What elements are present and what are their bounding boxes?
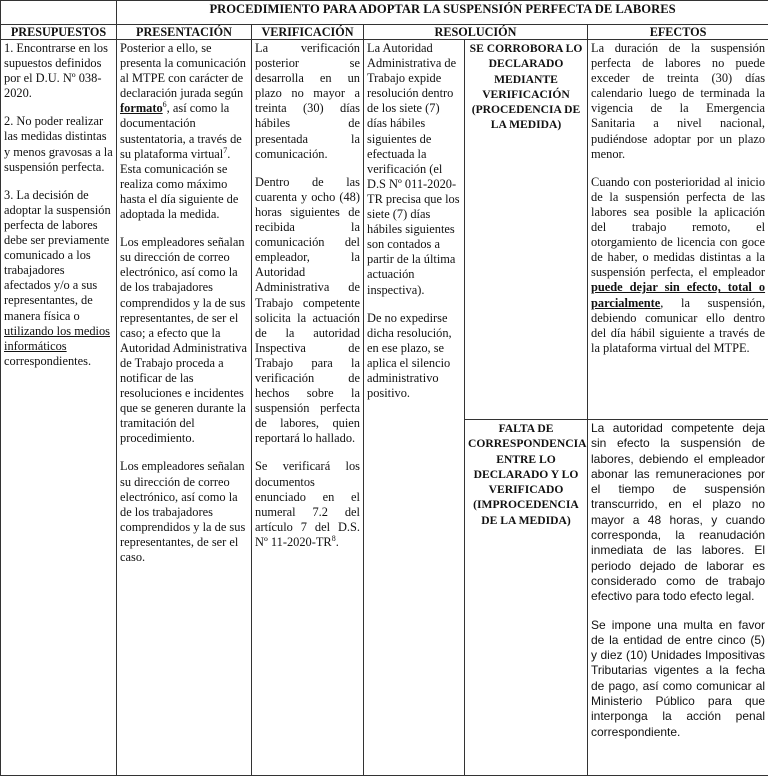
header-presentacion: PRESENTACIÓN xyxy=(117,25,252,40)
presupuestos-cell xyxy=(1,40,117,776)
efectos-procedencia-2 xyxy=(591,175,765,356)
resolucion-cell xyxy=(364,40,465,776)
verificacion-3-end: . xyxy=(335,534,339,549)
header-efectos: EFECTOS xyxy=(588,25,768,40)
presupuesto-3-end: correspondientes. xyxy=(4,353,92,368)
table-title: PROCEDIMIENTO PARA ADOPTAR LA SUSPENSIÓN PERFECTA DE LABORES xyxy=(117,1,768,25)
presupuesto-3-text: 3. La decisión de adoptar la suspensión perfecta de labores debe ser previamente comunicado a los trabajadores afectados y/o a sus representantes, de manera física o xyxy=(4,187,111,323)
presentacion-1-mid: , así como la documentación sustentatoria, a través de su plataforma virtual xyxy=(120,101,242,161)
resolucion-case-improcedencia: FALTA DE CORRESPONDENCIA ENTRE LO DECLARADO Y LO VERIFICADO (IMPROCEDENCIA DE LA MEDIDA) xyxy=(465,420,588,776)
blank-corner-cell xyxy=(1,1,117,25)
efectos-procedencia-2-end: , la suspensión, debiendo comunicar ello dentro del día hábil siguiente a través de la plataforma virtual del MTPE. xyxy=(591,295,766,355)
formato-link: formato xyxy=(120,101,163,116)
footnote-7: 7 xyxy=(223,145,228,155)
header-presupuestos: PRESUPUESTOS xyxy=(1,25,117,40)
presentacion-1-text: Posterior a ello, se presenta la comunicación al MTPE con carácter de declaración jurada según xyxy=(120,41,246,101)
resolucion-1: La Autoridad Administrativa de Trabajo expide resolución dentro de los siete (7) días hábiles siguientes de efectuada la verificación (el D.S Nº 011-2020-TR precisa que los siete (7) días hábiles siguientes son contados a partir de la última actuación inspectiva). xyxy=(367,41,460,297)
medios-informaticos-link: utilizando los medios informáticos xyxy=(4,323,110,353)
efectos-procedencia-cell xyxy=(588,40,768,420)
presupuesto-1: 1. Encontrarse en los supuestos definidos por el D.U. Nº 038-2020. xyxy=(4,41,108,101)
footnote-6: 6 xyxy=(162,100,167,110)
presentacion-3: Los empleadores señalan su dirección de correo electrónico, así como la de los trabajadores comprendidos y la de sus representantes, de ser el caso. xyxy=(120,459,246,564)
presentacion-2: Los empleadores señalan su dirección de correo electrónico, así como la de los trabajadores comprendidos y la de sus representantes, de ser el caso; a efecto que la Autoridad Administrativa de Trabajo proceda a notificar de las resoluciones e incidentes que se generen durante la tramitación del procedimiento. xyxy=(120,235,247,446)
verificacion-2: Dentro de las cuarenta y ocho (48) horas siguientes de recibida la comunicación del empleador, la Autoridad Administrativa de Trabajo competente solicita la actuación de la autoridad Inspectiva de Trabajo para la verificación de hechos sobre la suspensión perfecta de labores, quien reportará lo hallado. xyxy=(255,174,360,446)
verificacion-1: La verificación posterior se desarrolla en un plazo no mayor a treinta (30) días hábiles de presentada la comunicación. xyxy=(255,41,360,161)
presentacion-1-end: . Esta comunicación se realiza como máximo hasta el día siguiente de adoptada la medida. xyxy=(120,146,239,222)
dejar-sin-efecto-emphasis: puede dejar sin efecto, total o parcialmente xyxy=(591,280,766,310)
verificacion-cell xyxy=(252,40,364,776)
resolucion-case-procedencia: SE CORROBORA LO DECLARADO MEDIANTE VERIFICACIÓN (PROCEDENCIA DE LA MEDIDA) xyxy=(465,40,588,420)
efectos-improcedencia-cell xyxy=(588,420,768,776)
efectos-procedencia-2-text: Cuando con posterioridad al inicio de la suspensión perfecta de las labores sea posible la aplicación del trabajo remoto, el otorgamiento de licencia con goce de haber, o medidas distintas a la suspensión perfecta, el empleador xyxy=(591,174,766,280)
verificacion-3-text: Se verificará los documentos enunciado en el numeral 7.2 del artículo 7 del D.S. Nº 11-2020-TR xyxy=(255,459,360,549)
footnote-8: 8 xyxy=(331,533,336,543)
efectos-improcedencia-1: La autoridad competente deja sin efecto la suspensión de labores, debiendo el empleador abonar las remuneraciones por el tiempo de suspensión transcurrido, en el plazo no mayor a 48 horas, y cuando corresponda, la reanudación inmediata de las labores. El periodo dejado de laborar es considerado como de trabajo efectivo para todo efecto legal. xyxy=(591,421,766,604)
presupuesto-2: 2. No poder realizar las medidas distintas y menos gravosas a la suspensión perfecta. xyxy=(4,114,113,174)
presupuesto-3 xyxy=(4,188,113,369)
resolucion-2: De no expedirse dicha resolución, en ese plazo, se aplica el silencio administrativo positivo. xyxy=(367,310,452,401)
header-resolucion: RESOLUCIÓN xyxy=(364,25,588,40)
presentacion-cell xyxy=(117,40,252,776)
presentacion-1 xyxy=(120,41,248,222)
verificacion-3 xyxy=(255,459,360,550)
header-verificacion: VERIFICACIÓN xyxy=(252,25,364,40)
efectos-improcedencia-2: Se impone una multa en favor de la entidad de entre cinco (5) y diez (10) Unidades Impositivas Tributarias vigentes a la fecha de pago, así como comunicar al Ministerio Público para que interponga la acción penal correspondiente. xyxy=(591,617,766,739)
efectos-procedencia-1: La duración de la suspensión perfecta de labores no puede exceder de treinta (30) días calendario luego de terminada la vigencia de la Emergencia Sanitaria a nivel nacional, pudiéndose adoptar por un plazo menor. xyxy=(591,41,766,161)
